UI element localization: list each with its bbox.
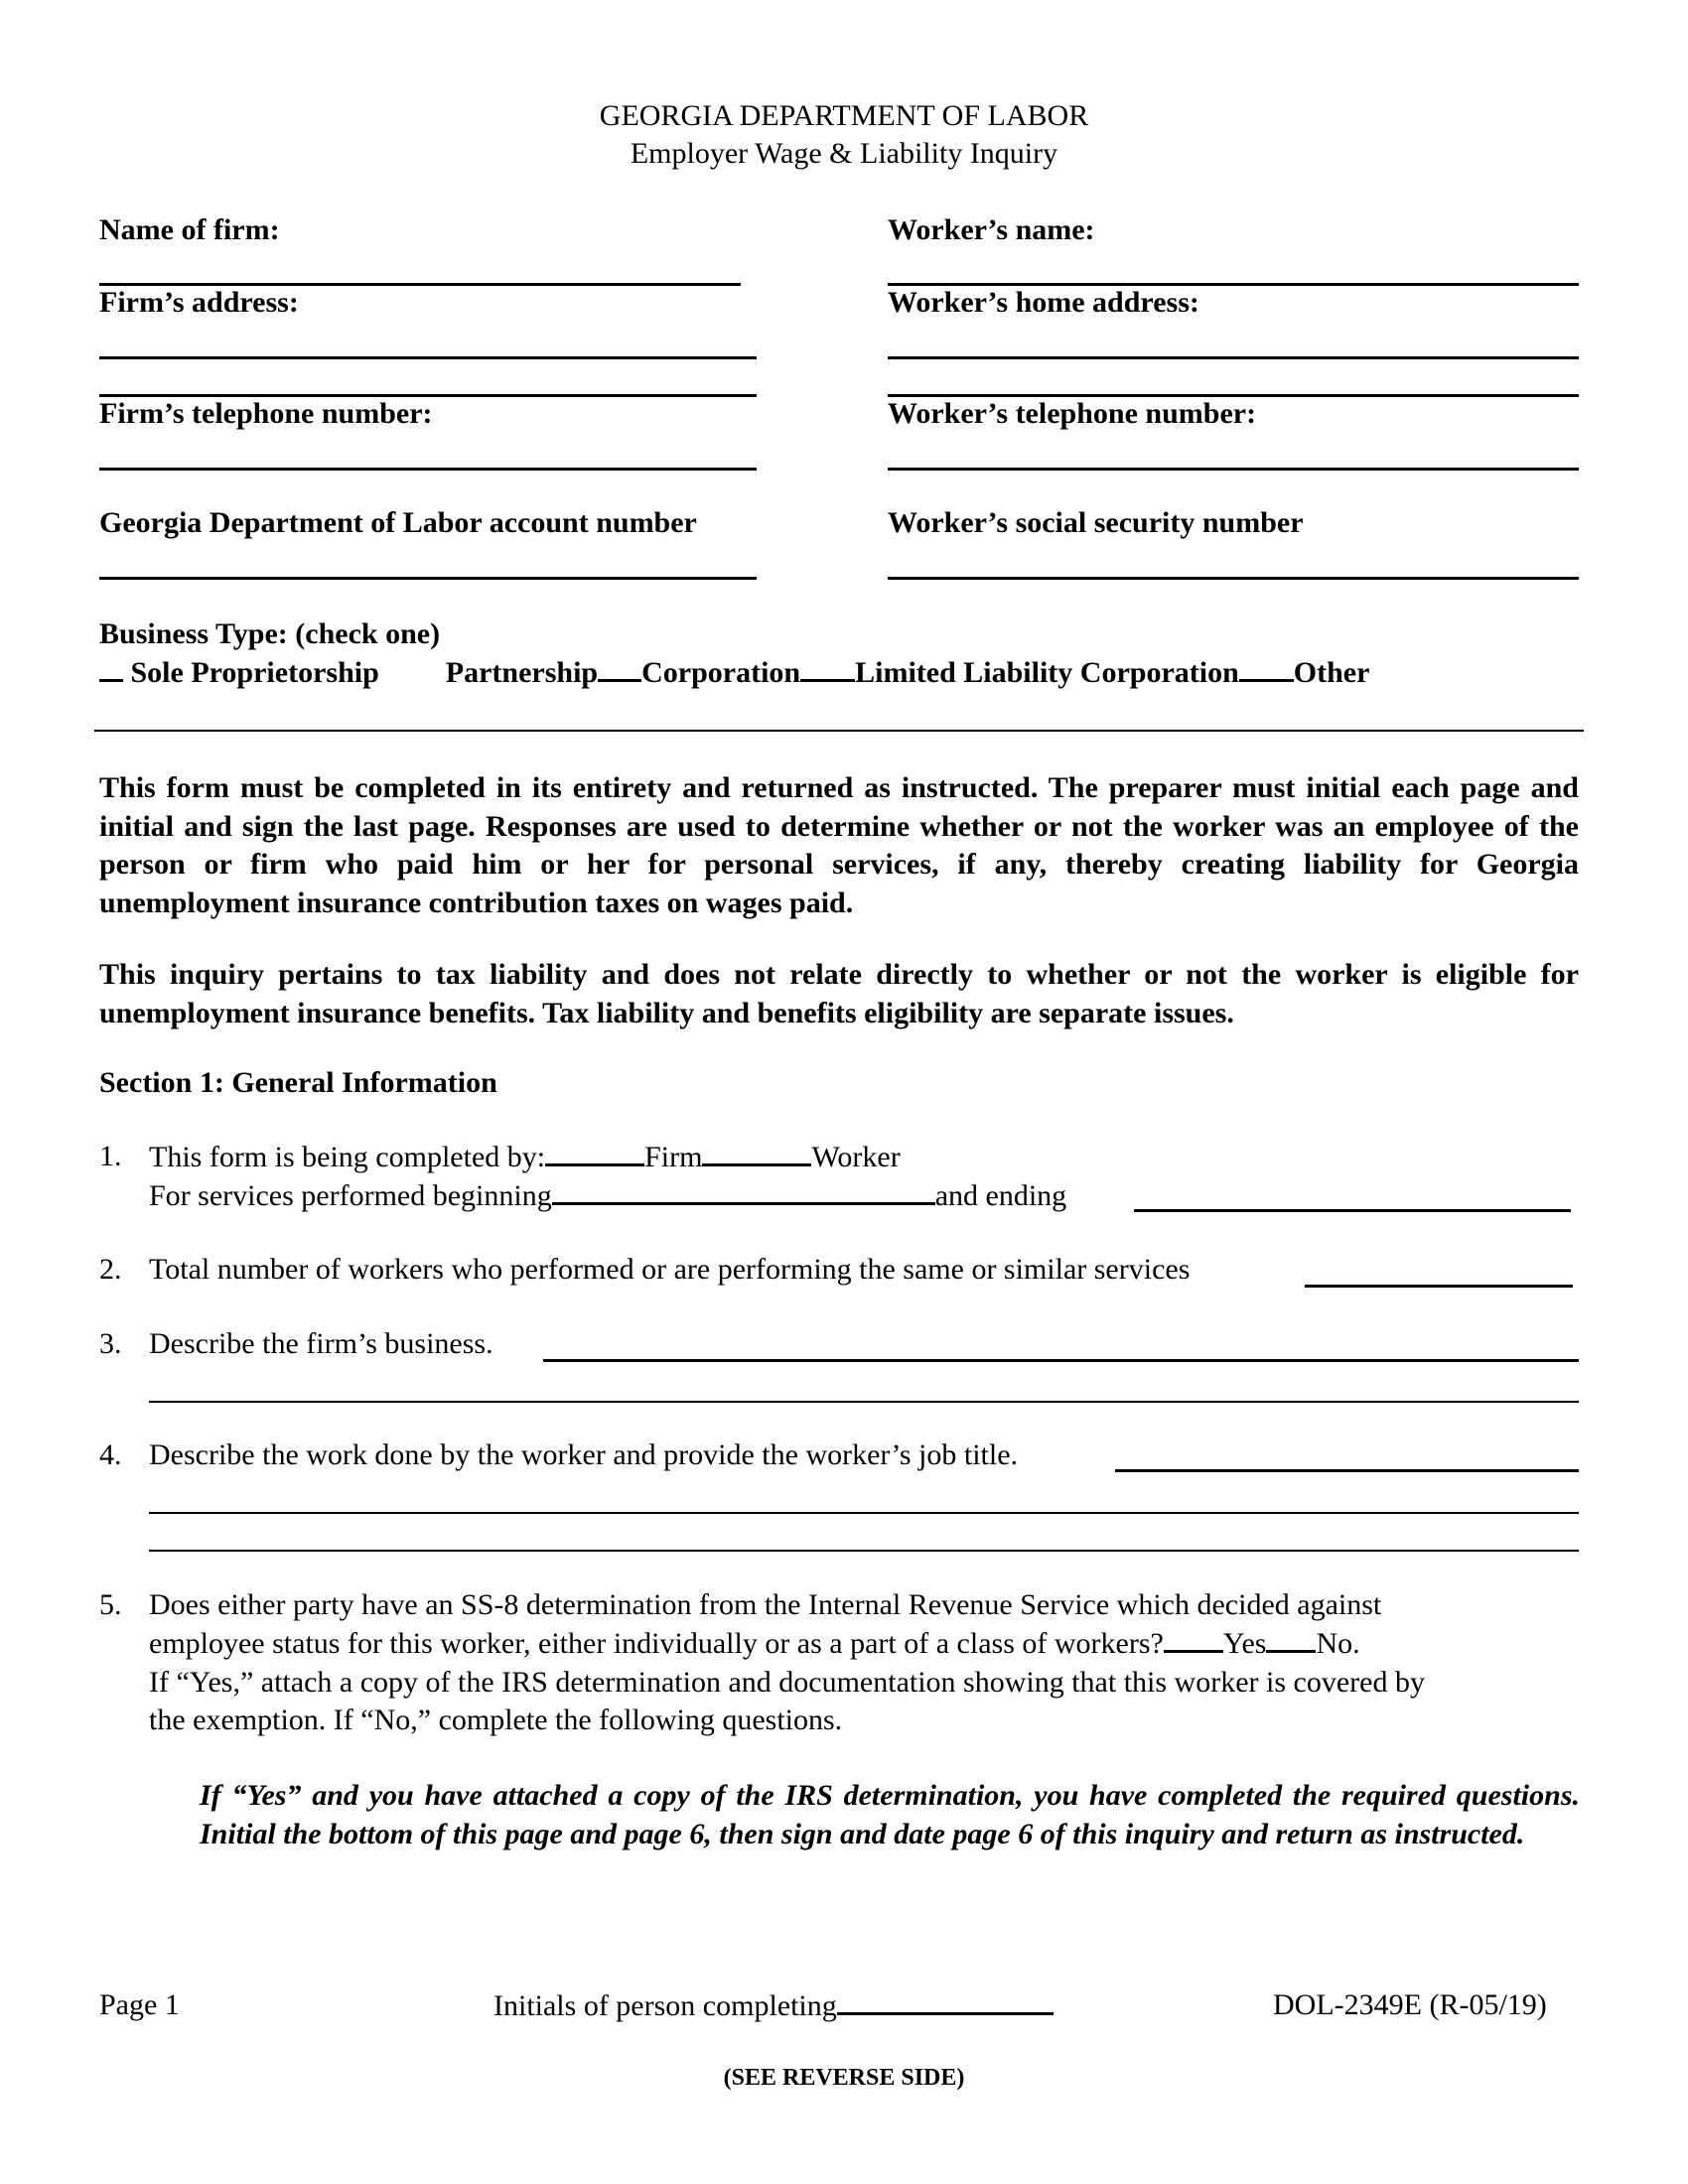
job-title-field-1[interactable] xyxy=(1115,1469,1579,1472)
instructions-paragraph-1: This form must be completed in its entirety and returned as instructed. The preparer must initial each page and initial and sign the last page. Responses are used to determine whether or not the worker was an employee of the person or firm who paid him or her for personal services, if any, thereby creating liability for Georgia unemployment insurance contribution taxes on wages paid. xyxy=(99,771,1579,919)
item-1-line-1 xyxy=(149,1140,901,1174)
worker-name-label: Worker’s name: xyxy=(888,213,1095,246)
llc-checkbox[interactable] xyxy=(1239,655,1294,682)
item-1-prompt: This form is being completed by: xyxy=(149,1141,546,1173)
services-ending-field[interactable] xyxy=(1134,1209,1571,1212)
item-5-line-1: Does either party have an SS-8 determination from the Internal Revenue Service which decided against xyxy=(149,1588,1382,1621)
worker-ssn-label: Worker’s social security number xyxy=(888,506,1304,539)
business-type-label: Business Type: (check one) xyxy=(99,617,441,650)
worker-count-field[interactable] xyxy=(1305,1285,1573,1288)
firm-business-field-2[interactable] xyxy=(149,1401,1579,1403)
item-2-number: 2. xyxy=(99,1253,122,1286)
option-no: No. xyxy=(1316,1627,1360,1660)
option-yes: Yes xyxy=(1222,1627,1267,1660)
instructions-paragraph-2: This inquiry pertains to tax liability and does not relate directly to whether or not the worker is eligible for unemployment insurance benefits. Tax liability and benefits eligibility are separate issues. xyxy=(99,958,1579,1029)
option-corporation: Corporation xyxy=(641,656,801,689)
partnership-checkbox[interactable] xyxy=(598,655,641,682)
initials-label: Initials of person completing xyxy=(493,1989,837,2022)
job-title-field-3[interactable] xyxy=(149,1550,1579,1552)
firm-phone-label: Firm’s telephone number: xyxy=(99,397,433,430)
completed-by-firm-checkbox[interactable] xyxy=(545,1140,644,1166)
form-id: DOL-2349E (R-05/19) xyxy=(1273,1988,1547,2021)
job-title-field-2[interactable] xyxy=(149,1512,1579,1514)
worker-ssn-field[interactable] xyxy=(888,577,1579,580)
item-5-line-2 xyxy=(149,1625,1360,1664)
agency-title: GEORGIA DEPARTMENT OF LABOR xyxy=(599,99,1089,132)
item-1-line-2 xyxy=(149,1178,1066,1213)
item-5-line-4: the exemption. If “No,” complete the following questions. xyxy=(149,1704,843,1736)
dol-account-label: Georgia Department of Labor account number xyxy=(99,506,697,539)
firm-business-field-1[interactable] xyxy=(543,1359,1579,1362)
initials-row xyxy=(493,1988,1054,2023)
item-5-line-3: If “Yes,” attach a copy of the IRS determination and documentation showing that this worker is covered by xyxy=(149,1666,1425,1699)
worker-address-field-1[interactable] xyxy=(888,356,1579,359)
yes-instructions-note: If “Yes” and you have attached a copy of the IRS determination, you have completed the required questions. Initial the bottom of this page and page 6, then sign and date page 6 of this inquiry and return as instructed. xyxy=(200,1779,1580,1850)
item-2-text: Total number of workers who performed or are performing the same or similar services xyxy=(149,1253,1191,1286)
item-1-number: 1. xyxy=(99,1140,122,1172)
business-type-options xyxy=(99,655,1369,690)
ss8-yes-checkbox[interactable] xyxy=(1164,1626,1223,1653)
option-firm: Firm xyxy=(644,1141,703,1173)
option-partnership: Partnership xyxy=(445,656,599,689)
dol-account-field[interactable] xyxy=(99,577,757,580)
option-sole-proprietorship: Sole Proprietorship xyxy=(130,656,379,689)
firm-phone-field[interactable] xyxy=(99,468,757,471)
item-3-text: Describe the firm’s business. xyxy=(149,1327,493,1360)
completed-by-worker-checkbox[interactable] xyxy=(702,1140,811,1166)
worker-phone-field[interactable] xyxy=(888,468,1579,471)
page-number: Page 1 xyxy=(99,1988,180,2021)
item-4-text: Describe the work done by the worker and provide the worker’s job title. xyxy=(149,1438,1019,1471)
corporation-checkbox[interactable] xyxy=(800,655,855,682)
ss8-no-checkbox[interactable] xyxy=(1266,1626,1316,1653)
sole-proprietorship-checkbox[interactable] xyxy=(99,655,123,682)
option-other: Other xyxy=(1293,656,1370,689)
worker-address-label: Worker’s home address: xyxy=(888,286,1199,319)
services-beginning-label: For services performed beginning xyxy=(149,1179,552,1212)
firm-address-field-1[interactable] xyxy=(99,356,757,359)
firm-name-label: Name of firm: xyxy=(99,213,280,246)
item-5-number: 5. xyxy=(99,1588,122,1621)
initials-field[interactable] xyxy=(837,1988,1054,2015)
worker-phone-label: Worker’s telephone number: xyxy=(888,397,1257,430)
firm-address-label: Firm’s address: xyxy=(99,286,299,319)
section-divider xyxy=(94,730,1584,732)
option-worker: Worker xyxy=(811,1141,901,1173)
item-5-question: employee status for this worker, either individually or as a part of a class of workers? xyxy=(149,1627,1164,1660)
option-llc: Limited Liability Corporation xyxy=(855,656,1239,689)
section-1-heading: Section 1: General Information xyxy=(99,1066,497,1099)
services-ending-label: and ending xyxy=(934,1179,1067,1212)
see-reverse-note: (SEE REVERSE SIDE) xyxy=(723,2065,965,2091)
item-3-number: 3. xyxy=(99,1327,122,1360)
form-title: Employer Wage & Liability Inquiry xyxy=(630,137,1058,170)
item-4-number: 4. xyxy=(99,1438,122,1471)
services-beginning-field[interactable] xyxy=(552,1178,935,1205)
